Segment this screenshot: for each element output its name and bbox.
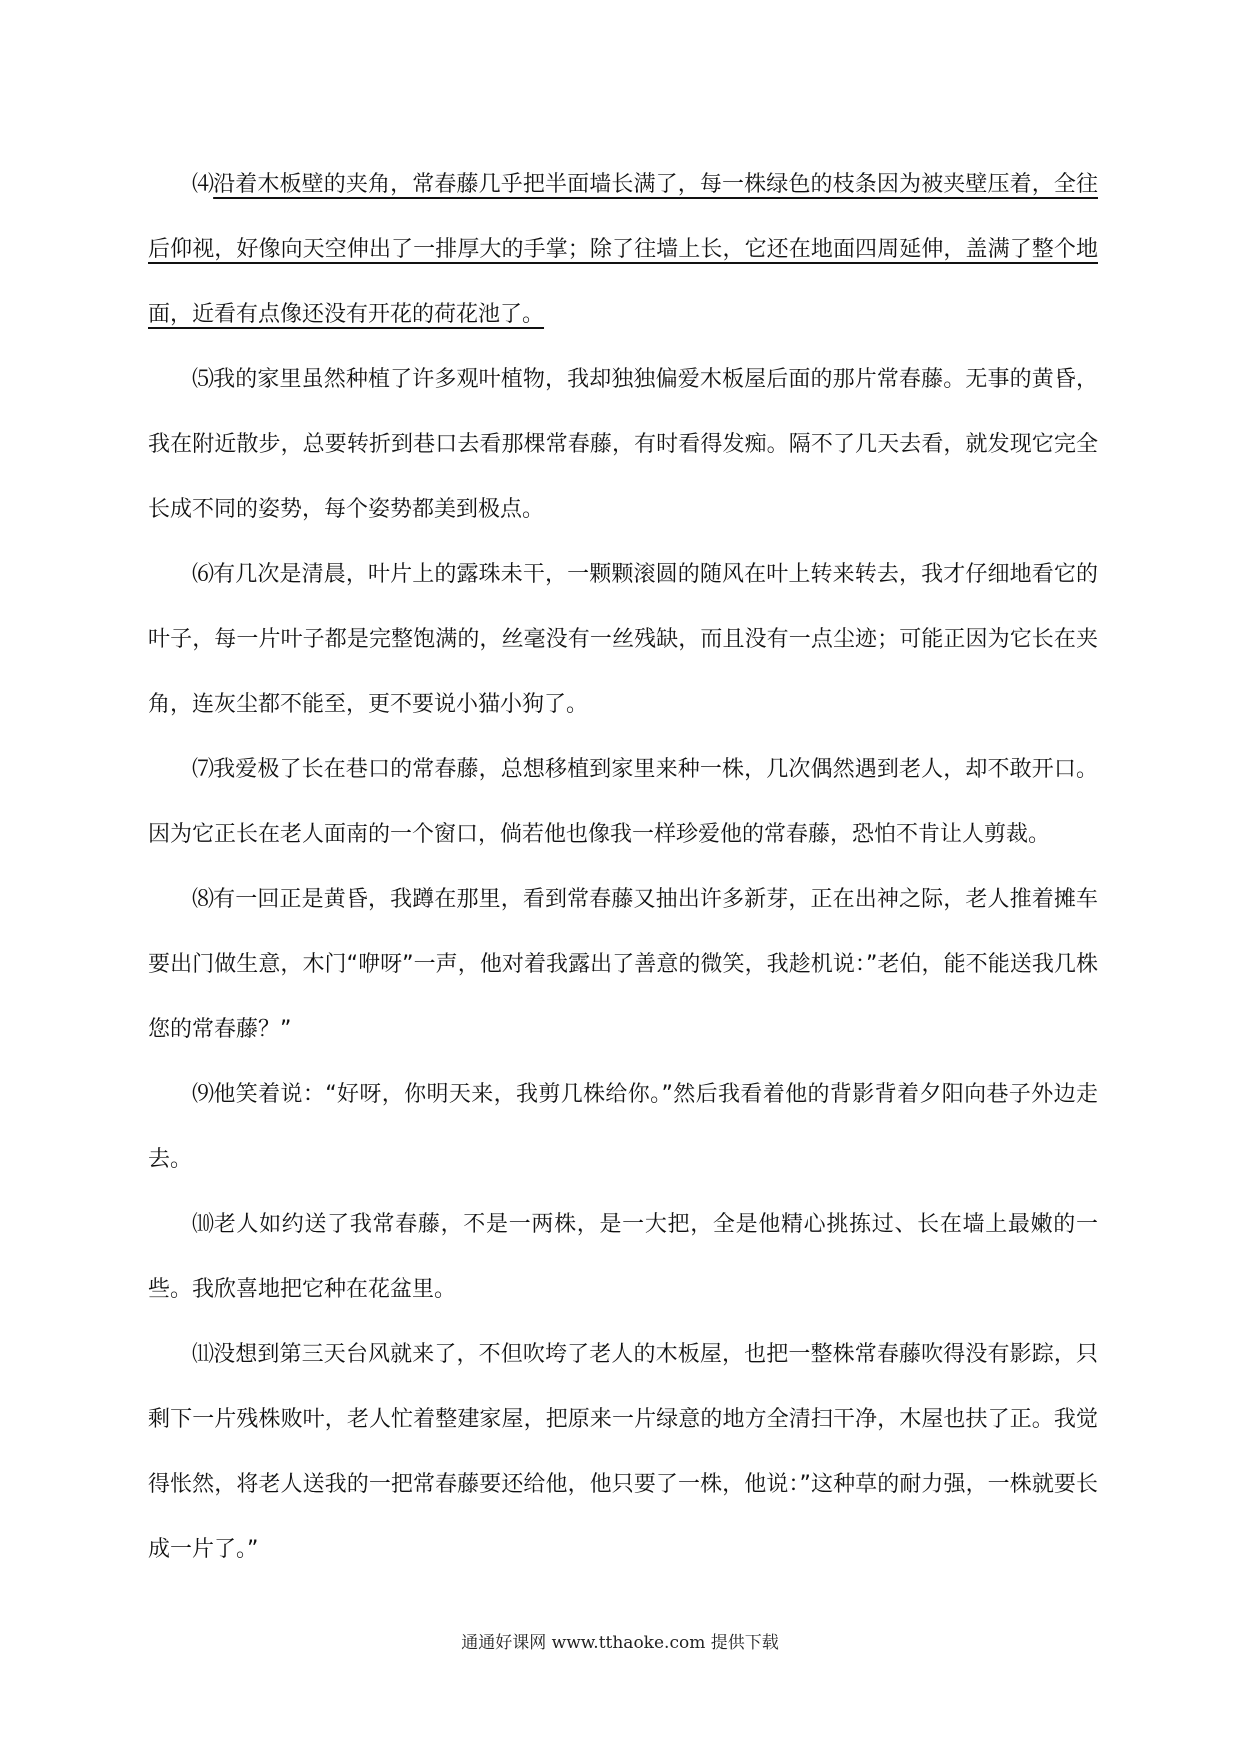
paragraph-number: ⑹ xyxy=(192,562,214,587)
paragraph-text: 他笑着说：“好呀，你明天来，我剪几株给你。”然后我看着他的背影背着夕阳向巷子外边走去。 xyxy=(148,1082,1098,1172)
paragraph-11 xyxy=(148,1322,1098,1582)
paragraph-number: ⑾ xyxy=(192,1342,214,1367)
paragraph-9 xyxy=(148,1062,1098,1192)
paragraph-text-underlined: 沿着木板壁的夹角，常春藤几乎把半面墙长满了，每一株绿色的枝条因为被夹壁压着，全往后仰视，好像向天空伸出了一排厚大的手掌；除了往墙上长，它还在地面四周延伸，盖满了整个地面，近看有点像还没有开花的荷花池了。 xyxy=(148,172,1098,327)
paragraph-6 xyxy=(148,542,1098,737)
paragraph-5 xyxy=(148,347,1098,542)
paragraph-4 xyxy=(148,152,1098,347)
paragraph-text: 我的家里虽然种植了许多观叶植物，我却独独偏爱木板屋后面的那片常春藤。无事的黄昏，我在附近散步，总要转折到巷口去看那棵常春藤，有时看得发痴。隔不了几天去看，就发现它完全长成不同的姿势，每个姿势都美到极点。 xyxy=(148,367,1098,522)
paragraph-number: ⑷ xyxy=(192,172,214,197)
paragraph-number: ⑺ xyxy=(192,757,214,782)
paragraph-text: 老人如约送了我常春藤，不是一两株，是一大把，全是他精心挑拣过、长在墙上最嫩的一些。我欣喜地把它种在花盆里。 xyxy=(148,1212,1098,1302)
paragraph-text: 我爱极了长在巷口的常春藤，总想移植到家里来种一株，几次偶然遇到老人，却不敢开口。因为它正长在老人面南的一个窗口，倘若他也像我一样珍爱他的常春藤，恐怕不肯让人剪裁。 xyxy=(148,757,1098,847)
paragraph-number: ⑽ xyxy=(192,1212,214,1237)
paragraph-7 xyxy=(148,737,1098,867)
page-footer: 通通好课网 www.tthaoke.com 提供下载 xyxy=(461,1633,779,1653)
paragraph-number: ⑸ xyxy=(192,367,214,392)
paragraph-10 xyxy=(148,1192,1098,1322)
paragraph-text: 有几次是清晨，叶片上的露珠未干，一颗颗滚圆的随风在叶上转来转去，我才仔细地看它的叶子，每一片叶子都是完整饱满的，丝毫没有一丝残缺，而且没有一点尘迹；可能正因为它长在夹角，连灰尘都不能至，更不要说小猫小狗了。 xyxy=(148,562,1098,717)
paragraph-8 xyxy=(148,867,1098,1062)
paragraph-text: 没想到第三天台风就来了，不但吹垮了老人的木板屋，也把一整株常春藤吹得没有影踪，只剩下一片残株败叶，老人忙着整建家屋，把原来一片绿意的地方全清扫干净，木屋也扶了正。我觉得怅然，将老人送我的一把常春藤要还给他，他只要了一株，他说：”这种草的耐力强，一株就要长成一片了。” xyxy=(148,1342,1098,1562)
article-body xyxy=(148,152,1098,1582)
paragraph-number: ⑻ xyxy=(192,887,214,912)
paragraph-text: 有一回正是黄昏，我蹲在那里，看到常春藤又抽出许多新芽，正在出神之际，老人推着摊车要出门做生意，木门“咿呀”一声，他对着我露出了善意的微笑，我趁机说：”老伯，能不能送我几株您的常春藤？” xyxy=(148,887,1098,1042)
paragraph-number: ⑼ xyxy=(192,1082,214,1107)
